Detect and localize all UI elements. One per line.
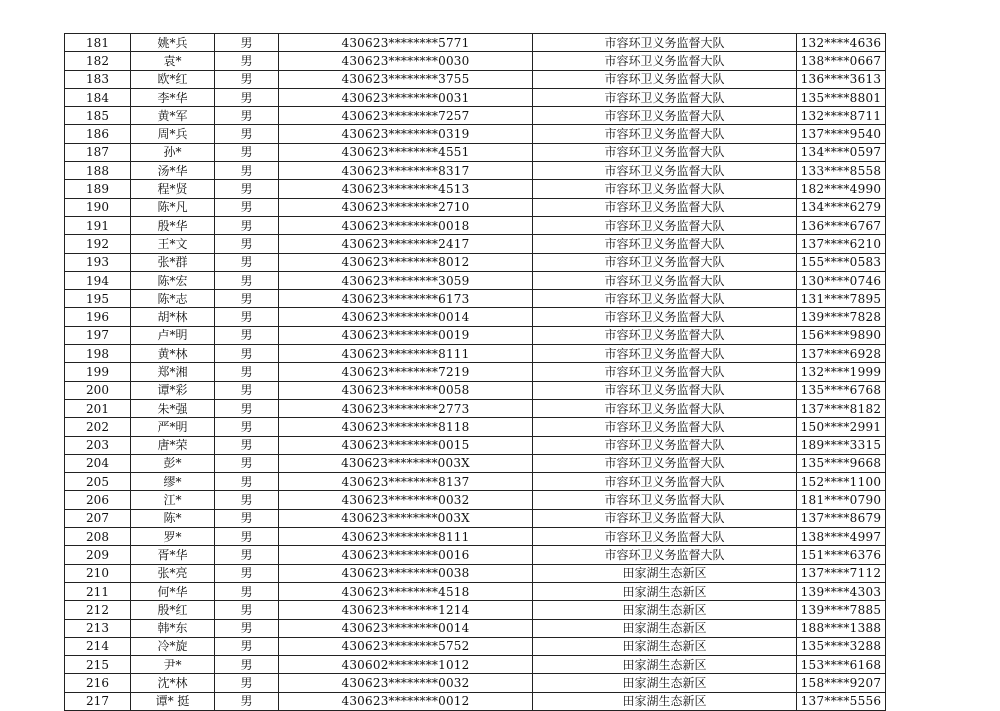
- phone-cell: 155****0583: [797, 253, 886, 271]
- table-row: [65, 454, 886, 472]
- roster-table: [64, 33, 886, 711]
- table-row: [65, 674, 886, 692]
- unit-cell: 市容环卫义务监督大队: [533, 454, 797, 472]
- gender-cell: 男: [215, 235, 279, 253]
- gender-cell: 男: [215, 601, 279, 619]
- table-row: [65, 564, 886, 582]
- table-row: [65, 473, 886, 491]
- name-cell: 胥*华: [131, 546, 215, 564]
- row-number-cell: 194: [65, 271, 131, 289]
- row-number-cell: 209: [65, 546, 131, 564]
- gender-cell: 男: [215, 509, 279, 527]
- name-cell: 江*: [131, 491, 215, 509]
- row-number-cell: 181: [65, 34, 131, 52]
- unit-cell: 市容环卫义务监督大队: [533, 162, 797, 180]
- name-cell: 严*明: [131, 418, 215, 436]
- row-number-cell: 208: [65, 528, 131, 546]
- unit-cell: 市容环卫义务监督大队: [533, 509, 797, 527]
- gender-cell: 男: [215, 546, 279, 564]
- id-number-cell: 430623********0032: [279, 491, 533, 509]
- id-number-cell: 430623********7257: [279, 107, 533, 125]
- name-cell: 胡*林: [131, 308, 215, 326]
- unit-cell: 市容环卫义务监督大队: [533, 326, 797, 344]
- phone-cell: 151****6376: [797, 546, 886, 564]
- name-cell: 陈*凡: [131, 198, 215, 216]
- gender-cell: 男: [215, 381, 279, 399]
- phone-cell: 138****4997: [797, 528, 886, 546]
- table-row: [65, 528, 886, 546]
- row-number-cell: 214: [65, 637, 131, 655]
- phone-cell: 182****4990: [797, 180, 886, 198]
- unit-cell: 市容环卫义务监督大队: [533, 125, 797, 143]
- name-cell: 姚*兵: [131, 34, 215, 52]
- row-number-cell: 206: [65, 491, 131, 509]
- id-number-cell: 430623********8317: [279, 162, 533, 180]
- id-number-cell: 430623********1214: [279, 601, 533, 619]
- table-row: [65, 198, 886, 216]
- unit-cell: 市容环卫义务监督大队: [533, 290, 797, 308]
- unit-cell: 田家湖生态新区: [533, 564, 797, 582]
- row-number-cell: 198: [65, 345, 131, 363]
- name-cell: 王*文: [131, 235, 215, 253]
- gender-cell: 男: [215, 162, 279, 180]
- gender-cell: 男: [215, 436, 279, 454]
- row-number-cell: 201: [65, 399, 131, 417]
- phone-cell: 137****9540: [797, 125, 886, 143]
- row-number-cell: 188: [65, 162, 131, 180]
- id-number-cell: 430623********0014: [279, 619, 533, 637]
- table-row: [65, 582, 886, 600]
- phone-cell: 135****9668: [797, 454, 886, 472]
- gender-cell: 男: [215, 363, 279, 381]
- unit-cell: 市容环卫义务监督大队: [533, 52, 797, 70]
- id-number-cell: 430623********0319: [279, 125, 533, 143]
- gender-cell: 男: [215, 582, 279, 600]
- roster-body: [65, 34, 886, 711]
- gender-cell: 男: [215, 692, 279, 710]
- table-row: [65, 52, 886, 70]
- id-number-cell: 430623********2773: [279, 399, 533, 417]
- unit-cell: 市容环卫义务监督大队: [533, 308, 797, 326]
- gender-cell: 男: [215, 253, 279, 271]
- unit-cell: 市容环卫义务监督大队: [533, 198, 797, 216]
- table-row: [65, 143, 886, 161]
- unit-cell: 市容环卫义务监督大队: [533, 381, 797, 399]
- phone-cell: 188****1388: [797, 619, 886, 637]
- phone-cell: 137****7112: [797, 564, 886, 582]
- unit-cell: 市容环卫义务监督大队: [533, 253, 797, 271]
- unit-cell: 市容环卫义务监督大队: [533, 363, 797, 381]
- phone-cell: 137****8182: [797, 399, 886, 417]
- row-number-cell: 216: [65, 674, 131, 692]
- name-cell: 李*华: [131, 88, 215, 106]
- unit-cell: 市容环卫义务监督大队: [533, 216, 797, 234]
- gender-cell: 男: [215, 271, 279, 289]
- id-number-cell: 430623********0015: [279, 436, 533, 454]
- unit-cell: 市容环卫义务监督大队: [533, 418, 797, 436]
- row-number-cell: 196: [65, 308, 131, 326]
- unit-cell: 市容环卫义务监督大队: [533, 399, 797, 417]
- unit-cell: 市容环卫义务监督大队: [533, 528, 797, 546]
- unit-cell: 市容环卫义务监督大队: [533, 473, 797, 491]
- row-number-cell: 195: [65, 290, 131, 308]
- row-number-cell: 217: [65, 692, 131, 710]
- gender-cell: 男: [215, 674, 279, 692]
- name-cell: 陈*: [131, 509, 215, 527]
- id-number-cell: 430623********7219: [279, 363, 533, 381]
- name-cell: 朱*强: [131, 399, 215, 417]
- name-cell: 彭*: [131, 454, 215, 472]
- gender-cell: 男: [215, 290, 279, 308]
- row-number-cell: 184: [65, 88, 131, 106]
- id-number-cell: 430623********3059: [279, 271, 533, 289]
- gender-cell: 男: [215, 180, 279, 198]
- unit-cell: 田家湖生态新区: [533, 601, 797, 619]
- phone-cell: 181****0790: [797, 491, 886, 509]
- table-row: [65, 88, 886, 106]
- gender-cell: 男: [215, 52, 279, 70]
- gender-cell: 男: [215, 107, 279, 125]
- phone-cell: 132****1999: [797, 363, 886, 381]
- table-row: [65, 271, 886, 289]
- id-number-cell: 430623********6173: [279, 290, 533, 308]
- table-row: [65, 546, 886, 564]
- name-cell: 缪*: [131, 473, 215, 491]
- phone-cell: 135****8801: [797, 88, 886, 106]
- row-number-cell: 193: [65, 253, 131, 271]
- gender-cell: 男: [215, 34, 279, 52]
- name-cell: 何*华: [131, 582, 215, 600]
- id-number-cell: 430623********0032: [279, 674, 533, 692]
- gender-cell: 男: [215, 473, 279, 491]
- table-row: [65, 656, 886, 674]
- table-row: [65, 290, 886, 308]
- row-number-cell: 212: [65, 601, 131, 619]
- phone-cell: 139****7885: [797, 601, 886, 619]
- name-cell: 罗*: [131, 528, 215, 546]
- table-row: [65, 601, 886, 619]
- name-cell: 欧*红: [131, 70, 215, 88]
- gender-cell: 男: [215, 198, 279, 216]
- unit-cell: 田家湖生态新区: [533, 619, 797, 637]
- unit-cell: 田家湖生态新区: [533, 637, 797, 655]
- row-number-cell: 189: [65, 180, 131, 198]
- name-cell: 尹*: [131, 656, 215, 674]
- table-row: [65, 509, 886, 527]
- id-number-cell: 430623********0012: [279, 692, 533, 710]
- phone-cell: 156****9890: [797, 326, 886, 344]
- phone-cell: 130****0746: [797, 271, 886, 289]
- phone-cell: 132****4636: [797, 34, 886, 52]
- phone-cell: 135****3288: [797, 637, 886, 655]
- name-cell: 殷*华: [131, 216, 215, 234]
- unit-cell: 市容环卫义务监督大队: [533, 436, 797, 454]
- phone-cell: 189****3315: [797, 436, 886, 454]
- phone-cell: 134****6279: [797, 198, 886, 216]
- name-cell: 唐*荣: [131, 436, 215, 454]
- name-cell: 黄*林: [131, 345, 215, 363]
- gender-cell: 男: [215, 70, 279, 88]
- phone-cell: 137****6928: [797, 345, 886, 363]
- gender-cell: 男: [215, 88, 279, 106]
- row-number-cell: 207: [65, 509, 131, 527]
- phone-cell: 153****6168: [797, 656, 886, 674]
- table-row: [65, 162, 886, 180]
- id-number-cell: 430623********8111: [279, 345, 533, 363]
- table-row: [65, 308, 886, 326]
- unit-cell: 市容环卫义务监督大队: [533, 180, 797, 198]
- name-cell: 韩*东: [131, 619, 215, 637]
- row-number-cell: 192: [65, 235, 131, 253]
- table-row: [65, 180, 886, 198]
- table-row: [65, 381, 886, 399]
- phone-cell: 132****8711: [797, 107, 886, 125]
- phone-cell: 134****0597: [797, 143, 886, 161]
- gender-cell: 男: [215, 216, 279, 234]
- unit-cell: 市容环卫义务监督大队: [533, 491, 797, 509]
- row-number-cell: 186: [65, 125, 131, 143]
- table-row: [65, 216, 886, 234]
- name-cell: 张*群: [131, 253, 215, 271]
- unit-cell: 田家湖生态新区: [533, 582, 797, 600]
- id-number-cell: 430623********4551: [279, 143, 533, 161]
- table-row: [65, 436, 886, 454]
- row-number-cell: 183: [65, 70, 131, 88]
- id-number-cell: 430623********0038: [279, 564, 533, 582]
- id-number-cell: 430623********003X: [279, 509, 533, 527]
- unit-cell: 市容环卫义务监督大队: [533, 271, 797, 289]
- phone-cell: 139****4303: [797, 582, 886, 600]
- name-cell: 陈*宏: [131, 271, 215, 289]
- name-cell: 孙*: [131, 143, 215, 161]
- phone-cell: 139****7828: [797, 308, 886, 326]
- gender-cell: 男: [215, 399, 279, 417]
- row-number-cell: 213: [65, 619, 131, 637]
- id-number-cell: 430623********5771: [279, 34, 533, 52]
- name-cell: 冷*旋: [131, 637, 215, 655]
- gender-cell: 男: [215, 454, 279, 472]
- name-cell: 周*兵: [131, 125, 215, 143]
- unit-cell: 田家湖生态新区: [533, 674, 797, 692]
- table-row: [65, 491, 886, 509]
- table-row: [65, 235, 886, 253]
- id-number-cell: 430623********0018: [279, 216, 533, 234]
- gender-cell: 男: [215, 619, 279, 637]
- phone-cell: 136****6767: [797, 216, 886, 234]
- table-row: [65, 418, 886, 436]
- id-number-cell: 430623********0016: [279, 546, 533, 564]
- gender-cell: 男: [215, 345, 279, 363]
- unit-cell: 市容环卫义务监督大队: [533, 345, 797, 363]
- id-number-cell: 430602********1012: [279, 656, 533, 674]
- table-row: [65, 70, 886, 88]
- row-number-cell: 187: [65, 143, 131, 161]
- id-number-cell: 430623********8111: [279, 528, 533, 546]
- gender-cell: 男: [215, 125, 279, 143]
- phone-cell: 133****8558: [797, 162, 886, 180]
- gender-cell: 男: [215, 491, 279, 509]
- phone-cell: 152****1100: [797, 473, 886, 491]
- gender-cell: 男: [215, 418, 279, 436]
- name-cell: 郑*湘: [131, 363, 215, 381]
- table-row: [65, 345, 886, 363]
- gender-cell: 男: [215, 308, 279, 326]
- row-number-cell: 200: [65, 381, 131, 399]
- table-row: [65, 363, 886, 381]
- name-cell: 汤*华: [131, 162, 215, 180]
- id-number-cell: 430623********4518: [279, 582, 533, 600]
- phone-cell: 137****6210: [797, 235, 886, 253]
- name-cell: 谭*彩: [131, 381, 215, 399]
- id-number-cell: 430623********5752: [279, 637, 533, 655]
- row-number-cell: 211: [65, 582, 131, 600]
- table-row: [65, 107, 886, 125]
- phone-cell: 150****2991: [797, 418, 886, 436]
- table-row: [65, 619, 886, 637]
- table-row: [65, 637, 886, 655]
- id-number-cell: 430623********3755: [279, 70, 533, 88]
- row-number-cell: 190: [65, 198, 131, 216]
- row-number-cell: 197: [65, 326, 131, 344]
- table-row: [65, 34, 886, 52]
- phone-cell: 131****7895: [797, 290, 886, 308]
- row-number-cell: 210: [65, 564, 131, 582]
- table-row: [65, 399, 886, 417]
- gender-cell: 男: [215, 528, 279, 546]
- id-number-cell: 430623********0031: [279, 88, 533, 106]
- row-number-cell: 182: [65, 52, 131, 70]
- unit-cell: 市容环卫义务监督大队: [533, 88, 797, 106]
- id-number-cell: 430623********2710: [279, 198, 533, 216]
- row-number-cell: 203: [65, 436, 131, 454]
- name-cell: 张*亮: [131, 564, 215, 582]
- phone-cell: 135****6768: [797, 381, 886, 399]
- row-number-cell: 205: [65, 473, 131, 491]
- unit-cell: 田家湖生态新区: [533, 656, 797, 674]
- id-number-cell: 430623********8118: [279, 418, 533, 436]
- name-cell: 沈*林: [131, 674, 215, 692]
- row-number-cell: 215: [65, 656, 131, 674]
- unit-cell: 市容环卫义务监督大队: [533, 235, 797, 253]
- gender-cell: 男: [215, 656, 279, 674]
- table-row: [65, 125, 886, 143]
- id-number-cell: 430623********0014: [279, 308, 533, 326]
- id-number-cell: 430623********8137: [279, 473, 533, 491]
- id-number-cell: 430623********003X: [279, 454, 533, 472]
- id-number-cell: 430623********8012: [279, 253, 533, 271]
- phone-cell: 137****5556: [797, 692, 886, 710]
- name-cell: 程*贤: [131, 180, 215, 198]
- id-number-cell: 430623********0030: [279, 52, 533, 70]
- phone-cell: 138****0667: [797, 52, 886, 70]
- id-number-cell: 430623********0058: [279, 381, 533, 399]
- row-number-cell: 199: [65, 363, 131, 381]
- phone-cell: 158****9207: [797, 674, 886, 692]
- unit-cell: 市容环卫义务监督大队: [533, 34, 797, 52]
- table-row: [65, 692, 886, 710]
- id-number-cell: 430623********4513: [279, 180, 533, 198]
- name-cell: 陈*志: [131, 290, 215, 308]
- table-row: [65, 253, 886, 271]
- id-number-cell: 430623********2417: [279, 235, 533, 253]
- name-cell: 殷*红: [131, 601, 215, 619]
- gender-cell: 男: [215, 143, 279, 161]
- table-row: [65, 326, 886, 344]
- gender-cell: 男: [215, 637, 279, 655]
- id-number-cell: 430623********0019: [279, 326, 533, 344]
- row-number-cell: 191: [65, 216, 131, 234]
- unit-cell: 市容环卫义务监督大队: [533, 107, 797, 125]
- phone-cell: 136****3613: [797, 70, 886, 88]
- unit-cell: 田家湖生态新区: [533, 692, 797, 710]
- row-number-cell: 204: [65, 454, 131, 472]
- name-cell: 谭* 挺: [131, 692, 215, 710]
- name-cell: 黄*军: [131, 107, 215, 125]
- unit-cell: 市容环卫义务监督大队: [533, 70, 797, 88]
- name-cell: 卢*明: [131, 326, 215, 344]
- name-cell: 袁*: [131, 52, 215, 70]
- gender-cell: 男: [215, 326, 279, 344]
- phone-cell: 137****8679: [797, 509, 886, 527]
- unit-cell: 市容环卫义务监督大队: [533, 143, 797, 161]
- gender-cell: 男: [215, 564, 279, 582]
- row-number-cell: 185: [65, 107, 131, 125]
- unit-cell: 市容环卫义务监督大队: [533, 546, 797, 564]
- row-number-cell: 202: [65, 418, 131, 436]
